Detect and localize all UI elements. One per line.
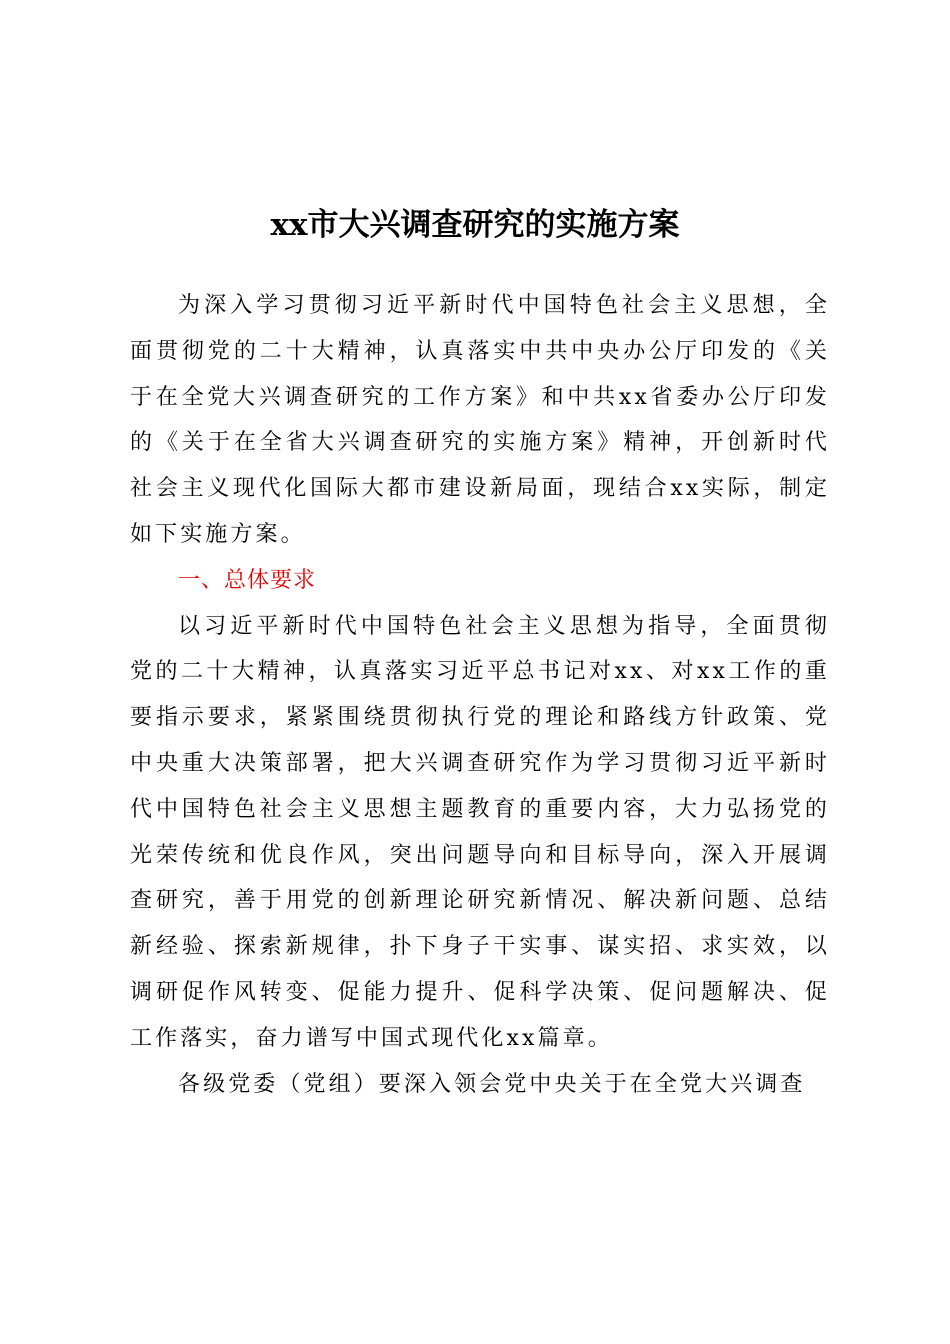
intro-paragraph: 为深入学习贯彻习近平新时代中国特色社会主义思想，全面贯彻党的二十大精神，认真落实中共中央办公厅印发的《关于在全党大兴调查研究的工作方案》和中共xx省委办公厅印发的《关于在全省大兴调查研究的实施方案》精神，开创新时代社会主义现代化国际大都市建设新局面，现结合xx实际，制定如下实施方案。 bbox=[130, 293, 830, 547]
section-paragraph-2: 各级党委（党组）要深入领会党中央关于在全党大兴调查 bbox=[178, 1071, 806, 1097]
section-paragraph-1: 以习近平新时代中国特色社会主义思想为指导，全面贯彻党的二十大精神，认真落实习近平总书记对xx、对xx工作的重要指示要求，紧紧围绕贯彻执行党的理论和路线方针政策、党中央重大决策部署，把大兴调查研究作为学习贯彻习近平新时代中国特色社会主义思想主题教育的重要内容，大力弘扬党的光荣传统和优良作风，突出问题导向和目标导向，深入开展调查研究，善于用党的创新理论研究新情况、解决新问题、总结新经验、探索新规律，扑下身子干实事、谋实招、求实效，以调研促作风转变、促能力提升、促科学决策、促问题解决、促工作落实，奋力谱写中国式现代化xx篇章。 bbox=[130, 613, 830, 1051]
document-body bbox=[130, 283, 830, 1107]
document-title: xx市大兴调查研究的实施方案 bbox=[270, 207, 680, 243]
section-heading: 一、总体要求 bbox=[178, 567, 317, 593]
